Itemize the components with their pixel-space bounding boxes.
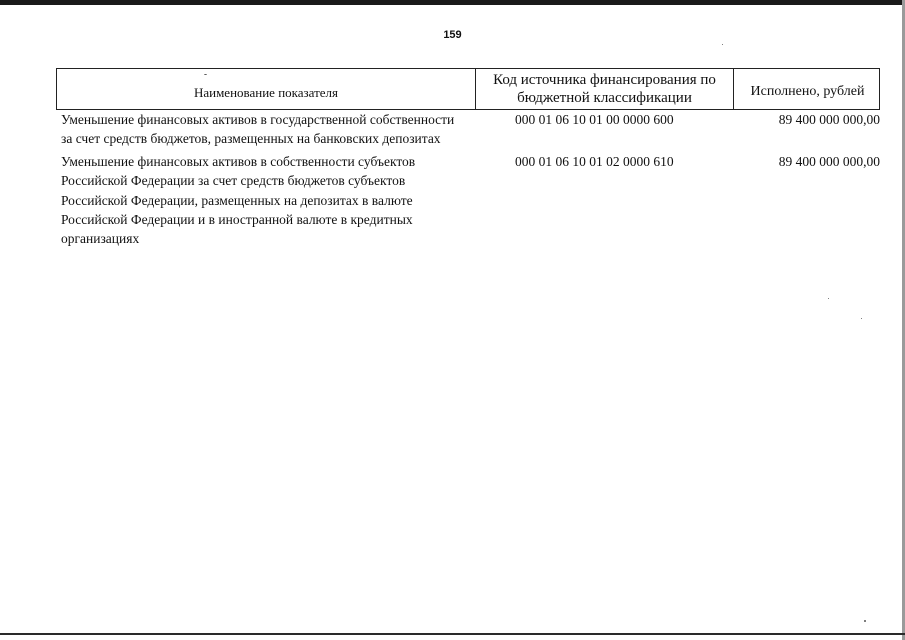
- row-indicator-name: Уменьшение финансовых активов в государственной собственности за счет средств бюджетов, размещенных на банковских депозитах: [61, 112, 455, 147]
- table-row: [56, 152, 880, 249]
- row-executed-amount: 89 400 000 000,00: [778, 153, 880, 169]
- row-source-code: 000 01 06 10 01 02 0000 610: [515, 153, 674, 169]
- scan-speck: [864, 620, 866, 622]
- scan-speck: [861, 318, 862, 319]
- row-source-code: 000 01 06 10 01 00 0000 600: [515, 112, 674, 127]
- table-row: [56, 110, 880, 149]
- header-indicator-name: Наименование показателя: [193, 84, 339, 100]
- scan-border-top: [0, 0, 905, 5]
- row-indicator-name: Уменьшение финансовых активов в собственности субъектов Российской Федерации за счет средств бюджетов субъектов Российской Федерации, размещенных на депозитах в валюте Российской Федерации и в иностранной валюте в кредитных организациях: [61, 153, 416, 247]
- scan-speck: [722, 44, 723, 45]
- financing-table: [56, 68, 880, 249]
- page-number: 159: [443, 29, 462, 41]
- scan-speck: [828, 298, 829, 299]
- header-source-code: Код источника финансирования по бюджетной классификации: [475, 69, 733, 109]
- table-header: [56, 68, 880, 110]
- header-executed-amount: Исполнено, рублей: [733, 69, 881, 109]
- scan-border-bottom: [0, 633, 905, 635]
- scan-speck: [204, 74, 207, 75]
- row-executed-amount: 89 400 000 000,00: [778, 112, 880, 127]
